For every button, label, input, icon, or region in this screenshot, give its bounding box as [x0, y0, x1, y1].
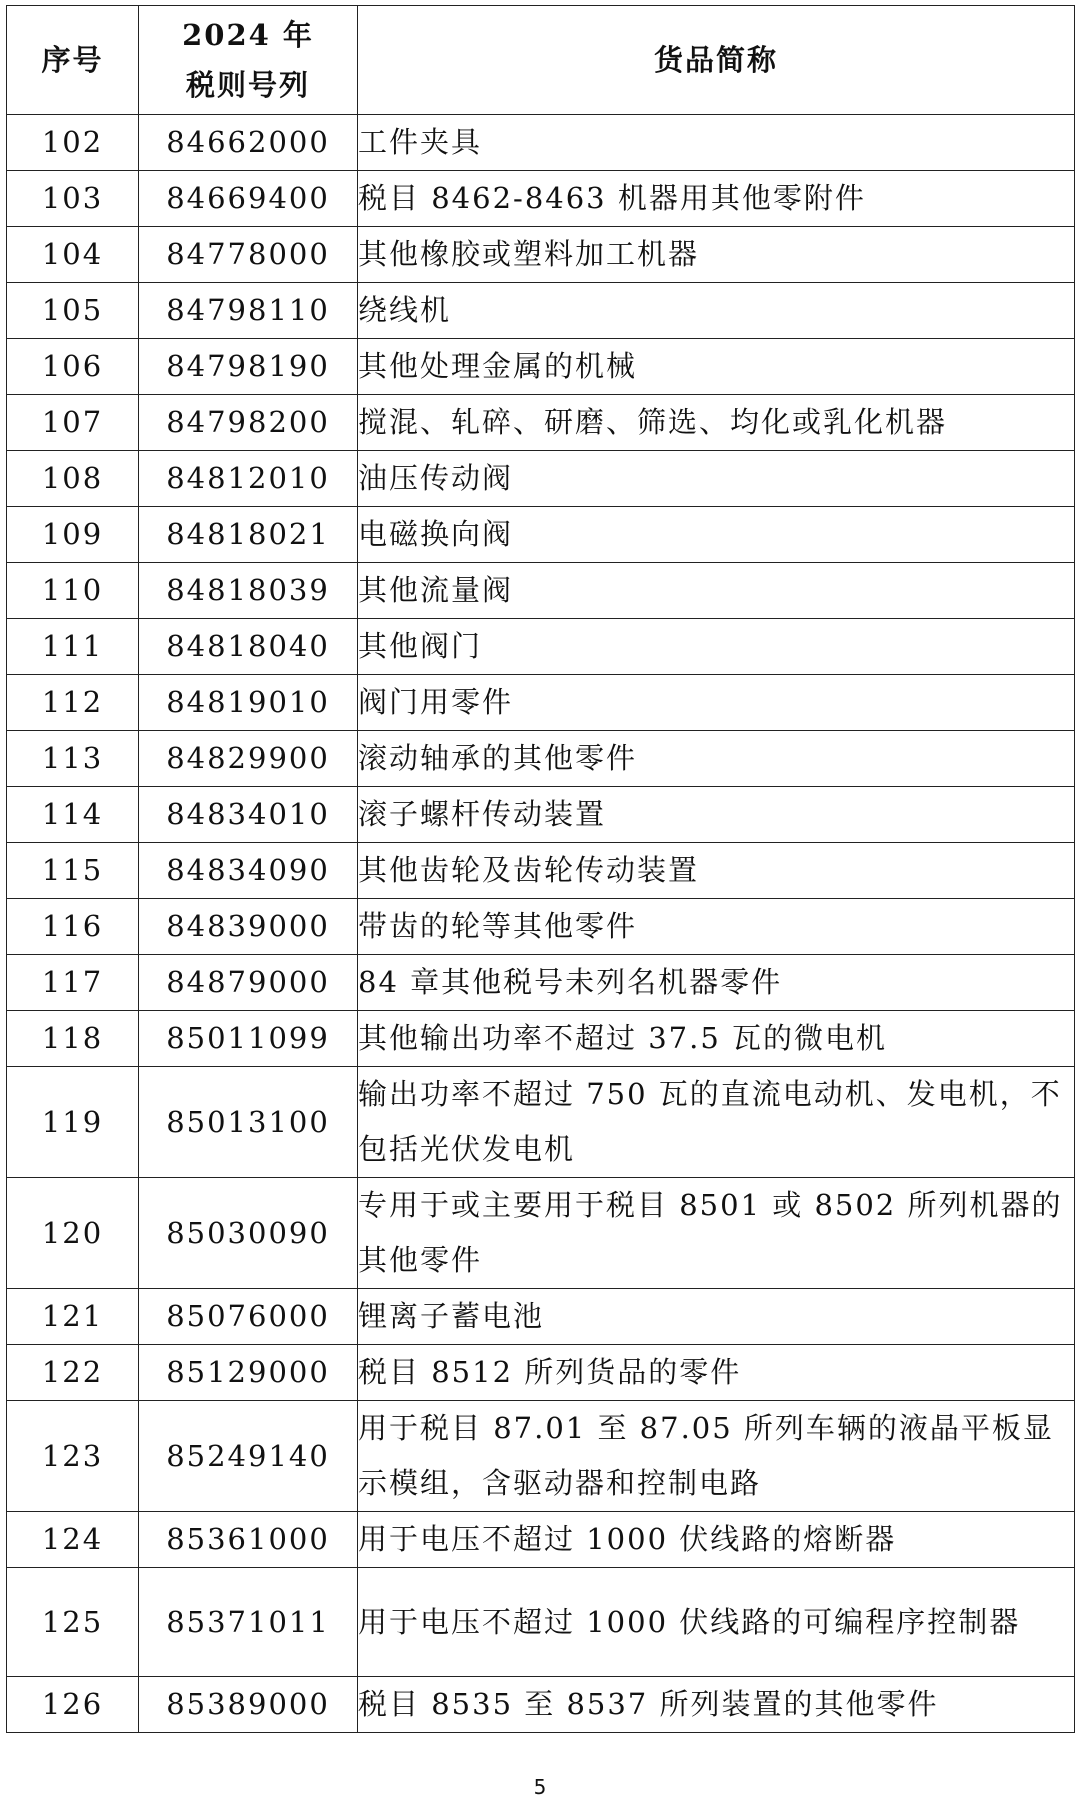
table-row: [7, 283, 1075, 339]
cell-goods-name: 其他阀门: [358, 619, 1075, 675]
header-goods-name: 货品简称: [358, 6, 1075, 115]
cell-seq: 108: [7, 451, 139, 507]
table-row: [7, 1178, 1075, 1289]
table-row: [7, 171, 1075, 227]
cell-seq: 117: [7, 955, 139, 1011]
cell-tariff-code: 85371011: [139, 1568, 358, 1677]
cell-tariff-code: 84879000: [139, 955, 358, 1011]
cell-goods-name: 带齿的轮等其他零件: [358, 899, 1075, 955]
cell-tariff-code: 84839000: [139, 899, 358, 955]
header-seq: 序号: [7, 6, 139, 115]
cell-goods-name: 其他流量阀: [358, 563, 1075, 619]
cell-seq: 103: [7, 171, 139, 227]
table-header-row: [7, 6, 1075, 115]
cell-goods-name: 税目 8462-8463 机器用其他零附件: [358, 171, 1075, 227]
cell-seq: 109: [7, 507, 139, 563]
cell-goods-name: 用于电压不超过 1000 伏线路的可编程序控制器: [358, 1568, 1075, 1677]
cell-goods-name: 税目 8535 至 8537 所列装置的其他零件: [358, 1677, 1075, 1733]
cell-goods-name: 输出功率不超过 750 瓦的直流电动机、发电机，不包括光伏发电机: [358, 1067, 1075, 1178]
cell-goods-name: 用于税目 87.01 至 87.05 所列车辆的液晶平板显示模组，含驱动器和控制电路: [358, 1401, 1075, 1512]
table-row: [7, 1512, 1075, 1568]
table-row: [7, 227, 1075, 283]
cell-goods-name: 滚子螺杆传动装置: [358, 787, 1075, 843]
cell-seq: 105: [7, 283, 139, 339]
header-tariff-code: 2024 年 税则号列: [139, 6, 358, 115]
cell-tariff-code: 84778000: [139, 227, 358, 283]
cell-tariff-code: 84834090: [139, 843, 358, 899]
table-row: [7, 1401, 1075, 1512]
cell-tariff-code: 85129000: [139, 1345, 358, 1401]
table-row: [7, 451, 1075, 507]
table-row: [7, 395, 1075, 451]
cell-goods-name: 电磁换向阀: [358, 507, 1075, 563]
cell-tariff-code: 84818040: [139, 619, 358, 675]
cell-seq: 122: [7, 1345, 139, 1401]
cell-seq: 104: [7, 227, 139, 283]
cell-tariff-code: 84818021: [139, 507, 358, 563]
cell-seq: 116: [7, 899, 139, 955]
table-row: [7, 731, 1075, 787]
cell-goods-name: 税目 8512 所列货品的零件: [358, 1345, 1075, 1401]
cell-tariff-code: 85389000: [139, 1677, 358, 1733]
cell-seq: 106: [7, 339, 139, 395]
cell-tariff-code: 85249140: [139, 1401, 358, 1512]
cell-tariff-code: 84812010: [139, 451, 358, 507]
table-row: [7, 1011, 1075, 1067]
table-row: [7, 1289, 1075, 1345]
table-row: [7, 899, 1075, 955]
table-body: [7, 115, 1075, 1733]
table-row: [7, 955, 1075, 1011]
cell-seq: 102: [7, 115, 139, 171]
cell-goods-name: 其他橡胶或塑料加工机器: [358, 227, 1075, 283]
page-number: 5: [533, 1775, 547, 1799]
table-row: [7, 1345, 1075, 1401]
table-row: [7, 1677, 1075, 1733]
cell-tariff-code: 84819010: [139, 675, 358, 731]
cell-goods-name: 绕线机: [358, 283, 1075, 339]
cell-goods-name: 锂离子蓄电池: [358, 1289, 1075, 1345]
cell-tariff-code: 85076000: [139, 1289, 358, 1345]
cell-seq: 123: [7, 1401, 139, 1512]
cell-seq: 112: [7, 675, 139, 731]
table-row: [7, 843, 1075, 899]
cell-goods-name: 其他输出功率不超过 37.5 瓦的微电机: [358, 1011, 1075, 1067]
cell-seq: 124: [7, 1512, 139, 1568]
cell-tariff-code: 84834010: [139, 787, 358, 843]
cell-seq: 114: [7, 787, 139, 843]
cell-seq: 110: [7, 563, 139, 619]
cell-seq: 125: [7, 1568, 139, 1677]
cell-tariff-code: 85361000: [139, 1512, 358, 1568]
cell-goods-name: 其他齿轮及齿轮传动装置: [358, 843, 1075, 899]
cell-goods-name: 工件夹具: [358, 115, 1075, 171]
table-row: [7, 507, 1075, 563]
cell-seq: 126: [7, 1677, 139, 1733]
cell-goods-name: 84 章其他税号未列名机器零件: [358, 955, 1075, 1011]
cell-seq: 115: [7, 843, 139, 899]
cell-tariff-code: 84818039: [139, 563, 358, 619]
table-row: [7, 1067, 1075, 1178]
cell-tariff-code: 85013100: [139, 1067, 358, 1178]
cell-seq: 111: [7, 619, 139, 675]
cell-goods-name: 滚动轴承的其他零件: [358, 731, 1075, 787]
table-row: [7, 339, 1075, 395]
cell-seq: 121: [7, 1289, 139, 1345]
cell-goods-name: 专用于或主要用于税目 8501 或 8502 所列机器的其他零件: [358, 1178, 1075, 1289]
cell-tariff-code: 84798200: [139, 395, 358, 451]
tariff-table: [6, 5, 1075, 1733]
cell-tariff-code: 84669400: [139, 171, 358, 227]
cell-goods-name: 油压传动阀: [358, 451, 1075, 507]
cell-seq: 118: [7, 1011, 139, 1067]
cell-tariff-code: 84798190: [139, 339, 358, 395]
table-row: [7, 115, 1075, 171]
table-row: [7, 563, 1075, 619]
cell-seq: 107: [7, 395, 139, 451]
cell-seq: 120: [7, 1178, 139, 1289]
cell-goods-name: 阀门用零件: [358, 675, 1075, 731]
table-row: [7, 1568, 1075, 1677]
cell-seq: 119: [7, 1067, 139, 1178]
table-row: [7, 787, 1075, 843]
table-row: [7, 675, 1075, 731]
cell-goods-name: 搅混、轧碎、研磨、筛选、均化或乳化机器: [358, 395, 1075, 451]
cell-seq: 113: [7, 731, 139, 787]
table-row: [7, 619, 1075, 675]
cell-goods-name: 其他处理金属的机械: [358, 339, 1075, 395]
cell-tariff-code: 84829900: [139, 731, 358, 787]
cell-tariff-code: 85030090: [139, 1178, 358, 1289]
cell-tariff-code: 85011099: [139, 1011, 358, 1067]
cell-tariff-code: 84662000: [139, 115, 358, 171]
cell-goods-name: 用于电压不超过 1000 伏线路的熔断器: [358, 1512, 1075, 1568]
cell-tariff-code: 84798110: [139, 283, 358, 339]
